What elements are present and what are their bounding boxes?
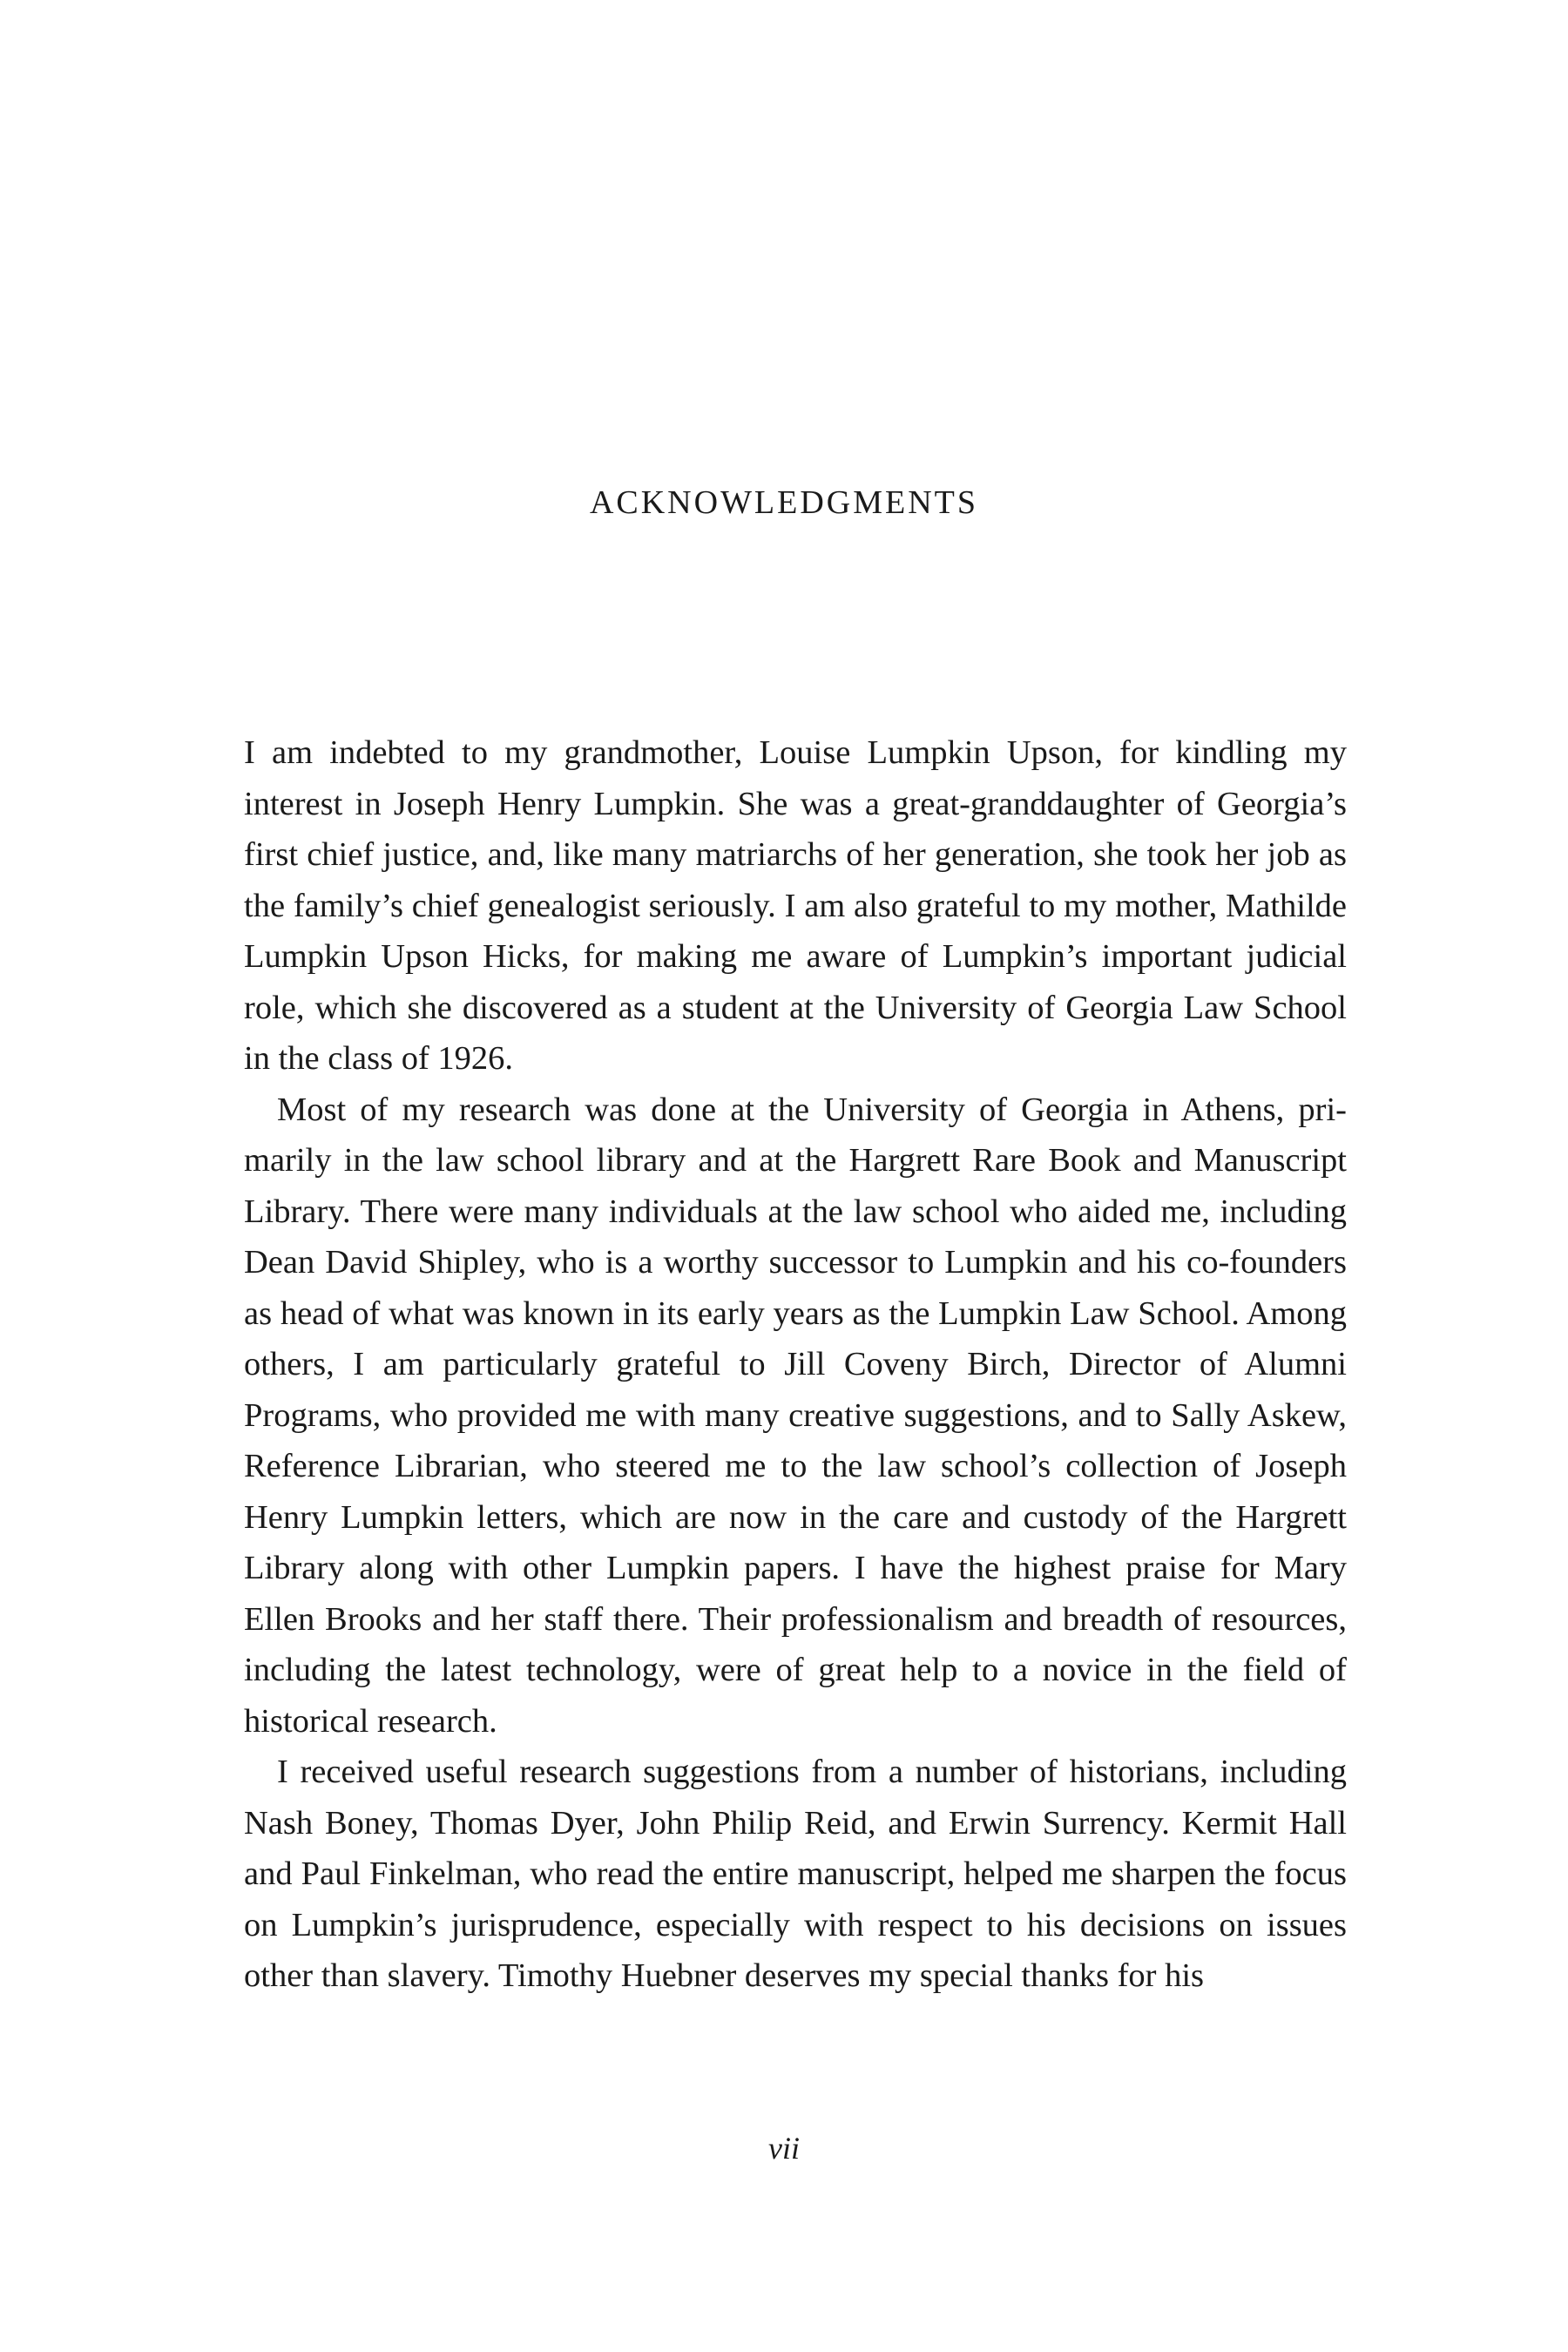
page-title: ACKNOWLEDGMENTS	[589, 484, 979, 521]
paragraph-1: I am indebted to my grandmother, Louise Lumpkin Upson, for kindling my interest in Joseph Henry Lumpkin. She was a great-granddaughter of Georgia’s first chief justice, and, like many matriarchs of her generation, she took her job as the family’s chief genealogist seriously. I am also grateful to my mother, Mathilde Lumpkin Upson Hicks, for making me aware of Lumpkin’s important judicial role, which she discovered as a student at the University of Georgia Law School in the class of 1926.	[244, 734, 1347, 1077]
paragraph-2: Most of my research was done at the University of Georgia in Athens, primarily in the law school library and at the Hargrett Rare Book and Manuscript Library. There were many individuals at the law school who aided me, including Dean David Shipley, who is a worthy successor to Lumpkin and his co-founders as head of what was known in its early years as the Lumpkin Law School. Among others, I am particularly grateful to Jill Coveny Birch, Director of Alumni Programs, who provided me with many creative suggestions, and to Sally Askew, Reference Librarian, who steered me to the law school’s collection of Joseph Henry Lumpkin letters, which are now in the care and custody of the Hargrett Library along with other Lumpkin papers. I have the highest praise for Mary Ellen Brooks and her staff there. Their professionalism and breadth of resources, including the latest technology, were of great help to a novice in the field of historical research.	[244, 1091, 1347, 1740]
body-text	[244, 727, 1347, 2002]
paragraph-3: I received useful research suggestions from a number of historians, including Nash Boney, Thomas Dyer, John Philip Reid, and Erwin Surrency. Kermit Hall and Paul Finkelman, who read the entire manuscript, helped me sharpen the focus on Lumpkin’s jurisprudence, especially with respect to his decisions on issues other than slavery. Timothy Huebner deserves my special thanks for his	[244, 1754, 1347, 1994]
page-number: vii	[768, 2131, 800, 2166]
